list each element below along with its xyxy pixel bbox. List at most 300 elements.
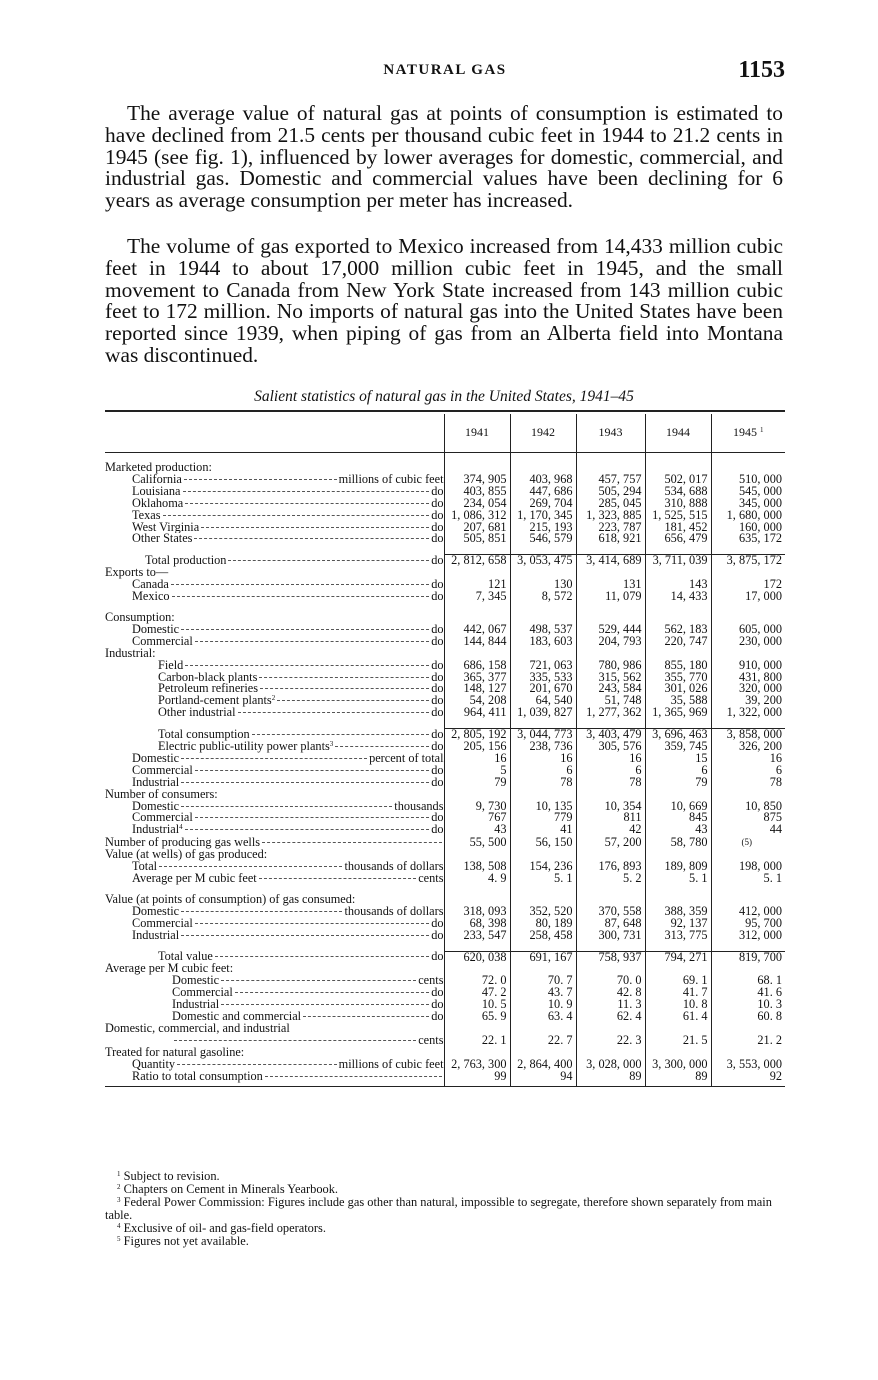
table-row [105, 777, 785, 789]
table-row [105, 753, 785, 765]
value-cell: 56, 150 [510, 836, 576, 849]
footnote-mark: 2 [271, 695, 276, 703]
value-cell: 154, 236 [510, 861, 576, 873]
value-cell: 198, 000 [711, 861, 785, 873]
value-cell: 205, 156 [444, 741, 510, 753]
value-cell: 546, 579 [510, 533, 576, 545]
value-cell: 35, 588 [645, 695, 711, 707]
value-cell: 374, 905 [444, 474, 510, 486]
value-cell: 845 [645, 812, 711, 824]
value-cell: 130 [510, 579, 576, 591]
section-heading: Exports to— [105, 567, 169, 580]
footnote-mark: 2 [117, 1182, 121, 1191]
value-cell: 5. 1 [711, 873, 785, 885]
paragraph-exports: The volume of gas exported to Mexico increased from 14,433 million cubic feet in 1944 to about 17,000 million cubic feet in 1945, and the small movement to Canada from New York State increased from 143 million cubic feet to 172 million. No imports of natural gas into the United States have been reported since 1939, when piping of gas from an Alberta field into Montana was discontinued. [105, 234, 783, 367]
value-cell: 318, 093 [444, 906, 510, 918]
value-cell: 78 [510, 777, 576, 789]
value-cell: 3, 053, 475 [510, 555, 576, 567]
table-row [105, 462, 785, 474]
value-cell: 875 [711, 812, 785, 824]
value-cell: 5. 1 [510, 873, 576, 885]
section-heading: Treated for natural gasoline: [105, 1046, 245, 1059]
row-unit: do [431, 951, 444, 964]
row-unit: percent of total [369, 752, 444, 765]
value-cell: 79 [645, 777, 711, 789]
value-cell: 43 [645, 824, 711, 836]
value-cell: 6 [510, 765, 576, 777]
paragraph-average-value: The average value of natural gas at points of consumption is estimated to have declined from 21.5 cents per thousand cubic feet in 1944 to 21.2 cents in 1945 (see fig. 1), influenced by lower averages for domestic, commercial, and industrial gas. Domestic and commercial values have been declining for 6 years as average consumption per meter has increased. [105, 101, 783, 213]
value-cell: 502, 017 [645, 474, 711, 486]
value-cell: 910, 000 [711, 660, 785, 672]
value-cell: 3, 711, 039 [645, 555, 711, 567]
value-cell: 17, 000 [711, 591, 785, 603]
value-cell: 99 [444, 1071, 510, 1086]
table-row [105, 522, 785, 534]
value-cell: 403, 855 [444, 486, 510, 498]
row-unit: do [431, 521, 444, 534]
footnote-text: Chapters on Cement in Minerals Yearbook. [123, 1181, 339, 1196]
year-header: 1941 [444, 414, 510, 453]
table-row [105, 999, 785, 1011]
year-header: 1942 [510, 414, 576, 453]
value-cell: 301, 026 [645, 683, 711, 695]
value-cell: 69. 1 [645, 975, 711, 987]
value-cell: 312, 000 [711, 930, 785, 942]
year-header: 1945 $^1$ [711, 414, 785, 453]
row-unit: do [431, 591, 444, 603]
row-unit: do [431, 812, 444, 825]
value-cell: 545, 000 [711, 486, 785, 498]
row-unit: do [431, 987, 444, 1000]
value-cell: 230, 000 [711, 636, 785, 648]
value-cell: 656, 479 [645, 533, 711, 545]
value-cell: 172 [711, 579, 785, 591]
value-cell: 635, 172 [711, 533, 785, 545]
running-title: NATURAL GAS [383, 62, 507, 78]
value-cell: 412, 000 [711, 906, 785, 918]
value-cell: 505, 294 [576, 486, 645, 498]
row-unit: do [431, 999, 444, 1012]
value-cell: 691, 167 [510, 951, 576, 963]
value-cell: 315, 562 [576, 672, 645, 684]
footnote [105, 1196, 787, 1222]
value-cell: 41. 7 [645, 987, 711, 999]
row-label: Other States [132, 533, 193, 546]
row-label: Commercial [132, 764, 193, 777]
table-row [105, 930, 785, 942]
row-unit: do [431, 707, 444, 720]
row-unit: do [431, 695, 444, 708]
table-row [105, 963, 785, 975]
footnotes [105, 1170, 787, 1247]
value-cell: 1, 277, 362 [576, 707, 645, 719]
row-label: Commercial [132, 812, 193, 825]
row-label: Average per M cubic feet [132, 873, 257, 885]
table-row [105, 533, 785, 545]
value-cell: 15 [645, 753, 711, 765]
footnote-text: Exclusive of oil- and gas-field operators. [123, 1220, 326, 1235]
value-cell: 1, 680, 000 [711, 510, 785, 522]
section-heading: Average per M cubic feet: [105, 963, 234, 976]
value-cell: 6 [711, 765, 785, 777]
row-unit: millions of cubic feet [338, 473, 444, 486]
value-cell: 310, 888 [645, 498, 711, 510]
row-unit: cents [418, 873, 444, 885]
year-header-row [105, 414, 785, 453]
value-cell: 780, 986 [576, 660, 645, 672]
value-cell: 201, 670 [510, 683, 576, 695]
stub-header [105, 414, 444, 453]
table-row [105, 836, 785, 849]
spacer-row [105, 453, 785, 463]
section-heading: Value (at wells) of gas produced: [105, 849, 268, 862]
value-cell: 79 [444, 777, 510, 789]
table-row [105, 1071, 785, 1086]
value-cell: 243, 584 [576, 683, 645, 695]
footnote [105, 1235, 787, 1248]
value-cell: 3, 553, 000 [711, 1059, 785, 1071]
value-cell: 457, 757 [576, 474, 645, 486]
value-cell: 144, 844 [444, 636, 510, 648]
value-cell: 121 [444, 579, 510, 591]
value-cell: 1, 170, 345 [510, 510, 576, 522]
value-cell: 779 [510, 812, 576, 824]
table-row [105, 683, 785, 695]
value-cell: 258, 458 [510, 930, 576, 942]
value-cell: 64, 540 [510, 695, 576, 707]
footnote-mark: (5) [741, 837, 752, 848]
row-label: Oklahoma [132, 497, 184, 510]
table-row [105, 812, 785, 824]
value-cell: 335, 533 [510, 672, 576, 684]
value-cell: 403, 968 [510, 474, 576, 486]
value-cell: 41. 6 [711, 987, 785, 999]
value-cell: 811 [576, 812, 645, 824]
value-cell: 80, 189 [510, 918, 576, 930]
value-cell: 204, 793 [576, 636, 645, 648]
value-cell: 5 [444, 765, 510, 777]
value-cell: 160, 000 [711, 522, 785, 534]
row-unit: do [431, 917, 444, 930]
row-label: Total production [145, 554, 227, 568]
section-heading: Number of consumers: [105, 788, 218, 801]
table-row [105, 579, 785, 591]
table-row [105, 729, 785, 741]
footnote-mark: 1 [760, 426, 764, 435]
row-unit: do [431, 683, 444, 696]
value-cell: 181, 452 [645, 522, 711, 534]
row-label: Portland-cement plants [158, 695, 272, 708]
value-cell: 326, 200 [711, 741, 785, 753]
row-label: Total [132, 861, 158, 873]
value-cell: 220, 747 [645, 636, 711, 648]
footnote-text: Figures not yet available. [123, 1233, 249, 1248]
value-cell: 819, 700 [711, 951, 785, 963]
value-cell: 215, 193 [510, 522, 576, 534]
row-unit: do [431, 741, 444, 753]
row-label: Number of producing gas wells [105, 836, 261, 849]
row-label: Total value [158, 951, 213, 964]
table-row [105, 849, 785, 861]
value-cell: 78 [711, 777, 785, 789]
value-cell: 78 [576, 777, 645, 789]
table-row [105, 801, 785, 813]
value-cell: 3, 028, 000 [576, 1059, 645, 1071]
row-label: Domestic and commercial [172, 1011, 302, 1023]
value-cell: 47. 2 [444, 987, 510, 999]
table-row [105, 789, 785, 801]
value-cell: 2, 812, 658 [444, 555, 510, 567]
footnote-mark: 1 [117, 1170, 121, 1178]
table-row [105, 672, 785, 684]
value-cell: 10, 669 [645, 801, 711, 813]
value-cell: 359, 745 [645, 741, 711, 753]
value-cell: 794, 271 [645, 951, 711, 963]
value-cell: 562, 183 [645, 624, 711, 636]
section-heading: Industrial: [105, 647, 156, 660]
value-cell: 41 [510, 824, 576, 836]
value-cell: 758, 937 [576, 951, 645, 963]
row-unit: thousands of dollars [344, 905, 444, 918]
table-body [105, 453, 785, 1087]
value-cell: 10. 5 [444, 999, 510, 1011]
row-unit: do [431, 623, 444, 636]
row-label: Louisiana [132, 485, 181, 498]
row-unit: do [431, 728, 444, 741]
value-cell: 55, 500 [444, 836, 510, 849]
table-row [105, 707, 785, 719]
row-label: Carbon-black plants [158, 671, 258, 684]
row-unit: do [431, 635, 444, 648]
value-cell: 855, 180 [645, 660, 711, 672]
table-row [105, 486, 785, 498]
value-cell: 10. 3 [711, 999, 785, 1011]
row-unit: do [431, 824, 444, 837]
table-row [105, 498, 785, 510]
value-cell: 767 [444, 812, 510, 824]
row-label: Texas [132, 509, 161, 522]
row-label: Commercial [132, 635, 193, 648]
value-cell: 138, 508 [444, 861, 510, 873]
section-heading: Consumption: [105, 611, 175, 624]
value-cell: 189, 809 [645, 861, 711, 873]
table-row [105, 987, 785, 999]
value-cell: 14, 433 [645, 591, 711, 603]
row-label: Commercial [172, 987, 233, 1000]
value-cell: 11. 3 [576, 999, 645, 1011]
value-cell: 1, 365, 969 [645, 707, 711, 719]
spacer-row [105, 603, 785, 612]
value-cell: 605, 000 [711, 624, 785, 636]
value-cell: 238, 736 [510, 741, 576, 753]
value-cell: 285, 045 [576, 498, 645, 510]
table-row [105, 906, 785, 918]
value-cell: 345, 000 [711, 498, 785, 510]
value-cell: 21. 2 [711, 1035, 785, 1047]
value-cell: 11, 079 [576, 591, 645, 603]
value-cell: 300, 731 [576, 930, 645, 942]
table-row [105, 975, 785, 987]
value-cell: 22. 3 [576, 1035, 645, 1047]
table-row [105, 567, 785, 579]
page-number: 1153 [738, 57, 785, 83]
value-cell: 2, 805, 192 [444, 729, 510, 741]
value-cell: 131 [576, 579, 645, 591]
table-row [105, 765, 785, 777]
salient-statistics-table [105, 410, 785, 1087]
value-cell: 10, 135 [510, 801, 576, 813]
table-row [105, 612, 785, 624]
value-cell: 431, 800 [711, 672, 785, 684]
value-cell: 94 [510, 1071, 576, 1086]
value-cell [711, 836, 785, 849]
value-cell: 92 [711, 1071, 785, 1086]
row-label: Domestic [172, 975, 220, 988]
row-unit: do [431, 659, 444, 672]
table-row [105, 1047, 785, 1059]
value-cell: 352, 520 [510, 906, 576, 918]
value-cell: 22. 7 [510, 1035, 576, 1047]
value-cell: 223, 787 [576, 522, 645, 534]
value-cell: 42 [576, 824, 645, 836]
table-row [105, 636, 785, 648]
value-cell: 22. 1 [444, 1035, 510, 1047]
table-row [105, 894, 785, 906]
row-unit: do [431, 929, 444, 942]
value-cell: 16 [444, 753, 510, 765]
value-cell: 355, 770 [645, 672, 711, 684]
value-cell: 3, 300, 000 [645, 1059, 711, 1071]
value-cell: 44 [711, 824, 785, 836]
table-row [105, 660, 785, 672]
value-cell: 63. 4 [510, 1011, 576, 1023]
value-cell: 89 [576, 1071, 645, 1086]
value-cell: 176, 893 [576, 861, 645, 873]
row-label: Industrial [132, 824, 180, 837]
table-row [105, 918, 785, 930]
row-unit: do [431, 776, 444, 789]
value-cell: 2, 763, 300 [444, 1059, 510, 1071]
value-cell: 3, 414, 689 [576, 555, 645, 567]
table-row [105, 1059, 785, 1071]
value-cell: 2, 864, 400 [510, 1059, 576, 1071]
spacer-row [105, 545, 785, 555]
row-label: Domestic [132, 623, 180, 636]
value-cell: 43. 7 [510, 987, 576, 999]
row-unit: millions of cubic feet [338, 1058, 444, 1071]
value-cell: 620, 038 [444, 951, 510, 963]
value-cell: 51, 748 [576, 695, 645, 707]
value-cell: 183, 603 [510, 636, 576, 648]
value-cell: 10. 9 [510, 999, 576, 1011]
value-cell: 39, 200 [711, 695, 785, 707]
table-row [105, 1035, 785, 1047]
value-cell: 442, 067 [444, 624, 510, 636]
value-cell: 62. 4 [576, 1011, 645, 1023]
value-cell: 3, 858, 000 [711, 729, 785, 741]
value-cell: 505, 851 [444, 533, 510, 545]
value-cell: 21. 5 [645, 1035, 711, 1047]
footnote-mark: 3 [117, 1195, 121, 1204]
value-cell: 1, 322, 000 [711, 707, 785, 719]
value-cell: 5. 2 [576, 873, 645, 885]
value-cell: 95, 700 [711, 918, 785, 930]
value-cell: 143 [645, 579, 711, 591]
table-row [105, 555, 785, 567]
value-cell: 234, 054 [444, 498, 510, 510]
value-cell: 9, 730 [444, 801, 510, 813]
row-label: Industrial [132, 929, 180, 942]
row-unit: cents [418, 975, 444, 988]
section-heading: Value (at points of consumption) of gas consumed: [105, 893, 356, 906]
table-row [105, 741, 785, 753]
value-cell: 57, 200 [576, 836, 645, 849]
row-unit: do [431, 485, 444, 498]
value-cell: 16 [576, 753, 645, 765]
value-cell: 6 [645, 765, 711, 777]
section-heading: Domestic, commercial, and industrial [105, 1022, 290, 1035]
table-row [105, 591, 785, 603]
footnote-text: Subject to revision. [123, 1169, 220, 1183]
table-row [105, 951, 785, 963]
footnote-mark: 4 [179, 824, 183, 832]
value-cell: 4. 9 [444, 873, 510, 885]
value-cell: 305, 576 [576, 741, 645, 753]
table-row [105, 474, 785, 486]
value-cell: 1, 039, 827 [510, 707, 576, 719]
value-cell: 54, 208 [444, 695, 510, 707]
value-cell: 233, 547 [444, 930, 510, 942]
row-label: Domestic [132, 800, 180, 813]
table-row [105, 695, 785, 707]
spacer-row [105, 885, 785, 894]
value-cell: 3, 403, 479 [576, 729, 645, 741]
table-row [105, 624, 785, 636]
row-label: California [132, 473, 182, 486]
table-row [105, 648, 785, 660]
row-label: Canada [132, 579, 169, 592]
row-unit: do [431, 764, 444, 777]
table-row [105, 1023, 785, 1035]
value-cell: 5. 1 [645, 873, 711, 885]
value-cell: 148, 127 [444, 683, 510, 695]
value-cell: 1, 086, 312 [444, 510, 510, 522]
value-cell: 16 [711, 753, 785, 765]
row-unit: do [431, 533, 444, 546]
table-row [105, 861, 785, 873]
value-cell: 10, 850 [711, 801, 785, 813]
value-cell: 6 [576, 765, 645, 777]
value-cell: 89 [645, 1071, 711, 1086]
row-unit: do [431, 671, 444, 684]
value-cell: 10. 8 [645, 999, 711, 1011]
table-row [105, 873, 785, 885]
value-cell: 498, 537 [510, 624, 576, 636]
row-unit: thousands of dollars [344, 861, 444, 873]
value-cell: 510, 000 [711, 474, 785, 486]
year-header: 1944 [645, 414, 711, 453]
value-cell: 1, 525, 515 [645, 510, 711, 522]
row-unit: do [431, 509, 444, 522]
value-cell: 269, 704 [510, 498, 576, 510]
value-cell: 65. 9 [444, 1011, 510, 1023]
row-label: Industrial [172, 999, 220, 1012]
row-unit: do [431, 554, 444, 568]
value-cell: 72. 0 [444, 975, 510, 987]
value-cell: 964, 411 [444, 707, 510, 719]
row-unit: do [431, 1011, 444, 1023]
value-cell: 61. 4 [645, 1011, 711, 1023]
